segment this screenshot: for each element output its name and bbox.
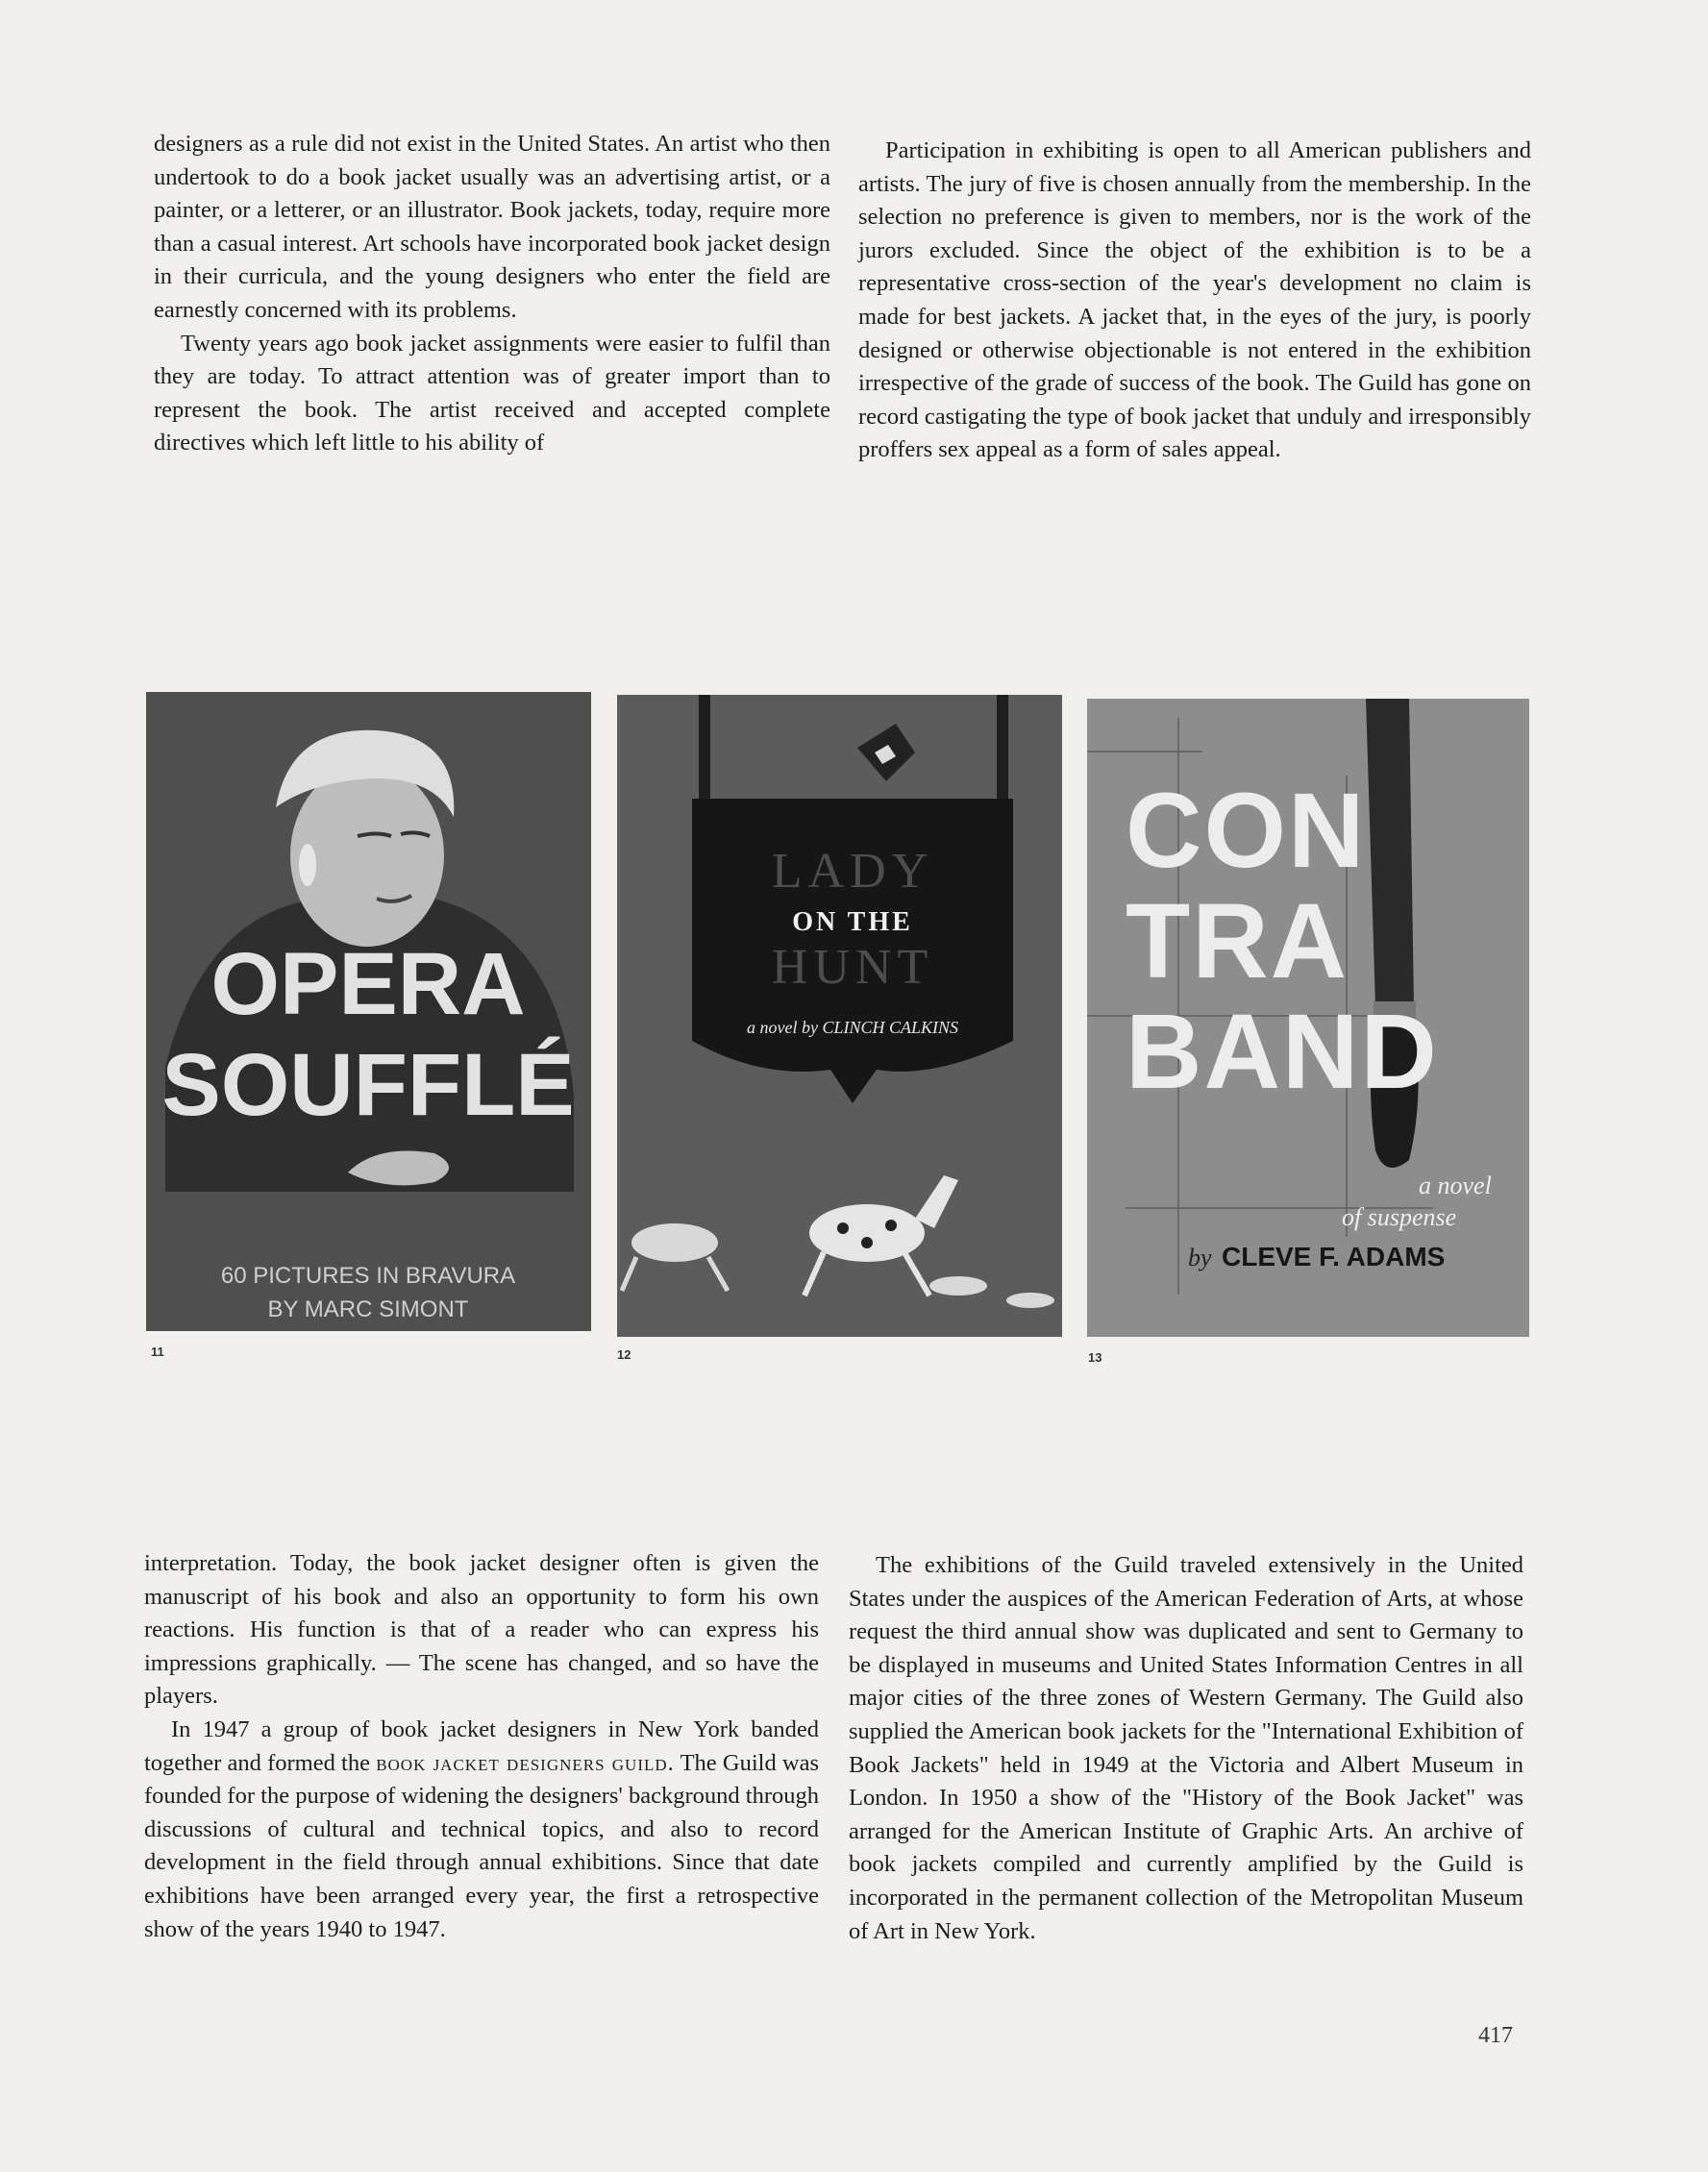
cover-byline: a novel by CLINCH CALKINS [746,1018,959,1037]
cover-title-line: ON THE [792,907,913,937]
opera-souffle-illustration [146,692,591,1331]
guild-name: book jacket designers guild. [376,1749,675,1776]
cover-title-line: BAND [1126,993,1439,1111]
paragraph: Twenty years ago book jacket assignments were easier to fulfil than they are today. To attract attention was of greater import than to represent the book. The artist received and accepted complete directives which left little to his ability of [154,330,830,457]
cover-tagline: a novel [1419,1172,1492,1199]
paragraph-text: In 1947 a group of book jacket designers in New York banded together and formed the [144,1715,819,1776]
contraband-illustration [1087,699,1529,1337]
cover-title-line: OPERA [210,935,526,1033]
text-column-top-left [154,128,830,460]
cover-byline-prefix: by [1188,1244,1212,1271]
cover-tagline: of suspense [1342,1203,1457,1231]
figure-number: 11 [151,1345,164,1359]
cover-title-line: TRA [1126,882,1349,1000]
text-column-bottom-left [144,1547,819,1946]
cover-title-line: LADY [771,844,934,899]
book-jacket-contraband [1087,699,1529,1337]
cover-subtitle: 60 PICTURES IN BRAVURA [220,1263,516,1289]
figure-number: 12 [617,1347,631,1362]
page-number: 417 [1478,2023,1513,2048]
cover-author: CLEVE F. ADAMS [1222,1242,1446,1271]
paragraph-text: The Guild was founded for the purpose of widening the designers' background through discussions of cultural and technical topics, and also to record development in the field through annual exhibitions. Since that date exhibitions have been arranged every year, the first a retrospective show of the years 1940 to 1947. [144,1749,820,1942]
figure-number: 13 [1088,1350,1102,1365]
cover-title-line: SOUFFLÉ [161,1036,575,1134]
paragraph: designers as a rule did not exist in the United States. An artist who then undertook to do a book jacket usually was an advertising artist, or a painter, or a letterer, or an illustrator. Book jackets, today, require more than a casual interest. Art schools have incorporated book jacket design in their curricula, and the young designers who enter the field are earnestly concerned with its problems. [154,131,830,323]
text-column-bottom-right [849,1549,1523,1948]
lady-on-the-hunt-illustration [617,695,1062,1337]
cover-author: BY MARC SIMONT [267,1296,469,1322]
paragraph: The exhibitions of the Guild traveled extensively in the United States under the auspices of the American Federation of Arts, at whose request the third annual show was duplicated and sent to Germany to be displayed in museums and United States Information Centres in all major cities of the three zones of Western Germany. The Guild also supplied the American book jackets for the "International Exhibition of Book Jackets" held in 1949 at the Victoria and Albert Museum in London. In 1950 a show of the "History of the Book Jacket" was arranged for the American Institute of Graphic Arts. An archive of book jackets compiled and currently amplified by the Guild is incorporated in the permanent collection of the Metropolitan Museum of Art in New York. [849,1552,1523,1944]
cover-title-line: CON [1126,772,1367,890]
paragraph: interpretation. Today, the book jacket designer often is given the manuscript of his book and also an opportunity to form his own reactions. His function is that of a reader who can express his impressions graphically. — The scene has changed, and so have the players. [144,1550,819,1710]
cover-title-line: HUNT [771,940,934,995]
book-jacket-lady-on-the-hunt [617,695,1062,1337]
text-column-top-right [858,135,1531,467]
book-jacket-opera-souffle [146,692,591,1331]
paragraph [144,1714,819,1946]
paragraph: Participation in exhibiting is open to all American publishers and artists. The jury of five is chosen annually from the membership. In the selection no preference is given to members, nor is the work of the jurors excluded. Since the object of the exhibition is to be a representative cross-section of the year's development no claim is made for best jackets. A jacket that, in the eyes of the jury, is poorly designed or otherwise objectionable is not entered in the exhibition irrespective of the grade of success of the book. The Guild has gone on record castigating the type of book jacket that unduly and irresponsibly proffers sex appeal as a form of sales appeal. [858,137,1531,463]
